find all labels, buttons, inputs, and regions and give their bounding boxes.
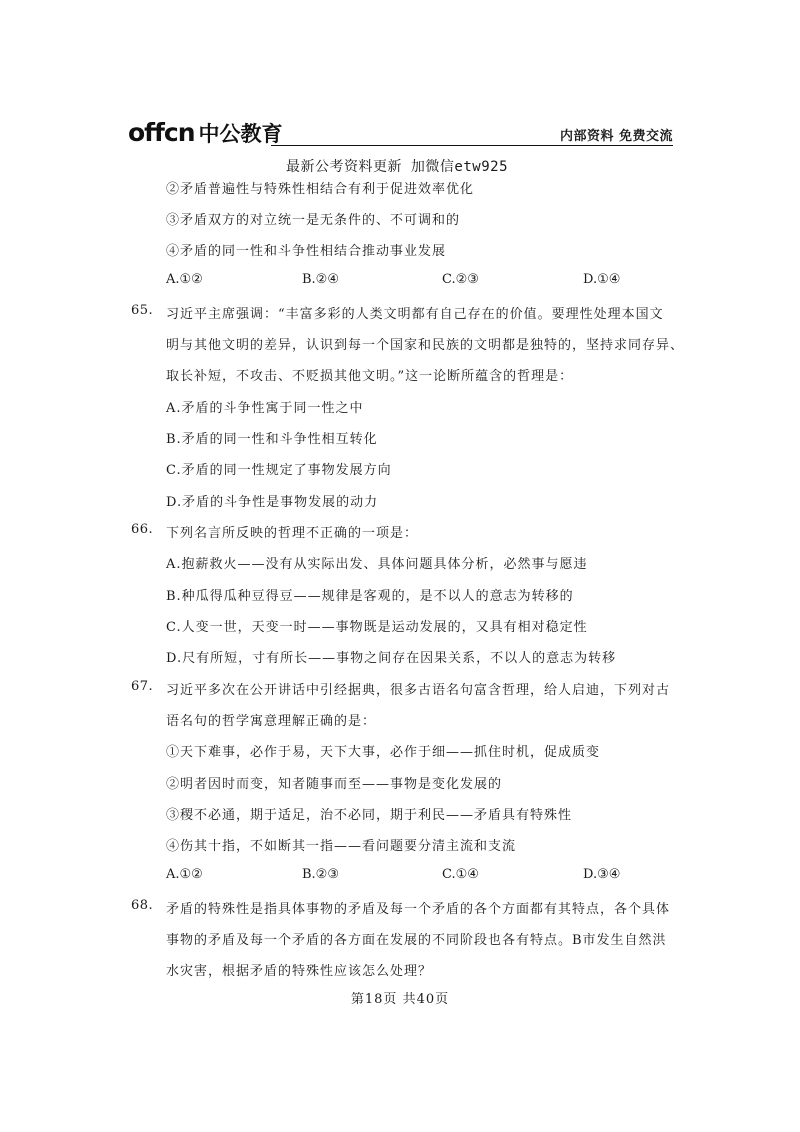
q67-number: 67. <box>131 679 154 694</box>
q67-statement-4: ④伤其十指，不如断其一指——看问题要分清主流和支流 <box>166 839 517 854</box>
q67-option-b: B.②③ <box>302 867 339 882</box>
q65-option-d: D.矛盾的斗争性是事物发展的动力 <box>166 495 379 510</box>
logo-chinese-text: 中公教育 <box>198 122 283 146</box>
q65-number: 65. <box>131 303 154 318</box>
logo-latin-text: offcn <box>128 118 195 147</box>
q68-stem-line-1: 矛盾的特殊性是指具体事物的矛盾及每一个矛盾的各个方面都有其特点，各个具体 <box>166 902 671 917</box>
page-header <box>128 118 673 150</box>
q67-statement-3: ③稷不必通，期于适足，治不必同，期于利民——矛盾具有特殊性 <box>166 808 573 823</box>
page-number: 第18页 共40页 <box>350 992 450 1007</box>
q66-number: 66. <box>131 522 154 537</box>
header-right-text: 内部资料 免费交流 <box>559 129 673 144</box>
q67-statement-2: ②明者因时而变，知者随事而至——事物是变化发展的 <box>166 777 503 792</box>
q66-stem: 下列名言所反映的哲理不正确的一项是： <box>166 526 419 541</box>
q65-option-a: A.矛盾的斗争性寓于同一性之中 <box>166 401 364 416</box>
header-rule <box>271 145 673 146</box>
q66-option-a: A.抱薪救火——没有从实际出发、具体问题具体分析，必然事与愿违 <box>166 557 588 572</box>
q66-option-b: B.种瓜得瓜种豆得豆——规律是客观的，是不以人的意志为转移的 <box>166 589 574 604</box>
q68-stem-line-3: 水灾害，根据矛盾的特殊性应该怎么处理？ <box>166 964 433 979</box>
q64-option-c: C.②③ <box>442 272 479 287</box>
q67-statement-1: ①天下难事，必作于易，天下大事，必作于细——抓住时机，促成质变 <box>166 745 601 760</box>
q64-option-a: A.①② <box>166 272 203 287</box>
q67-option-a: A.①② <box>166 867 203 882</box>
q65-option-c: C.矛盾的同一性规定了事物发展方向 <box>166 463 392 478</box>
q67-stem-line-2: 语名句的哲学寓意理解正确的是： <box>166 714 377 729</box>
q68-number: 68. <box>131 898 154 913</box>
q65-stem-line-2: 明与其他文明的差异，认识到每一个国家和民族的文明都是独特的，坚持求同存异、 <box>166 338 685 353</box>
q65-stem-line-1: 习近平主席强调：“丰富多彩的人类文明都有自己存在的价值。要理性处理本国文 <box>166 307 664 322</box>
q66-option-c: C.人变一世，天变一时——事物既是运动发展的，又具有相对稳定性 <box>166 620 588 635</box>
q64-statement-4: ④矛盾的同一性和斗争性相结合推动事业发展 <box>166 244 447 259</box>
q66-option-d: D.尺有所短，寸有所长——事物之间存在因果关系，不以人的意志为转移 <box>166 651 617 666</box>
update-notice: 最新公考资料更新 加微信etw925 <box>286 159 509 175</box>
q65-option-b: B.矛盾的同一性和斗争性相互转化 <box>166 432 378 447</box>
q64-options <box>166 272 636 292</box>
q68-stem-line-2: 事物的矛盾及每一个矛盾的各方面在发展的不同阶段也各有特点。B市发生自然洪 <box>166 933 667 948</box>
q67-options <box>166 867 636 887</box>
q67-option-d: D.③④ <box>583 867 621 882</box>
q67-option-c: C.①④ <box>442 867 479 882</box>
offcn-logo <box>128 118 283 148</box>
q64-option-d: D.①④ <box>583 272 621 287</box>
q64-option-b: B.②④ <box>302 272 339 287</box>
q65-stem-line-3: 取长补短，不攻击、不贬损其他文明。”这一论断所蕴含的哲理是： <box>166 369 574 384</box>
q64-statement-2: ②矛盾普遍性与特殊性相结合有利于促进效率优化 <box>166 182 475 197</box>
q64-statement-3: ③矛盾双方的对立统一是无条件的、不可调和的 <box>166 213 461 228</box>
q67-stem-line-1: 习近平多次在公开讲话中引经据典，很多古语名句富含哲理，给人启迪，下列对古 <box>166 683 671 698</box>
